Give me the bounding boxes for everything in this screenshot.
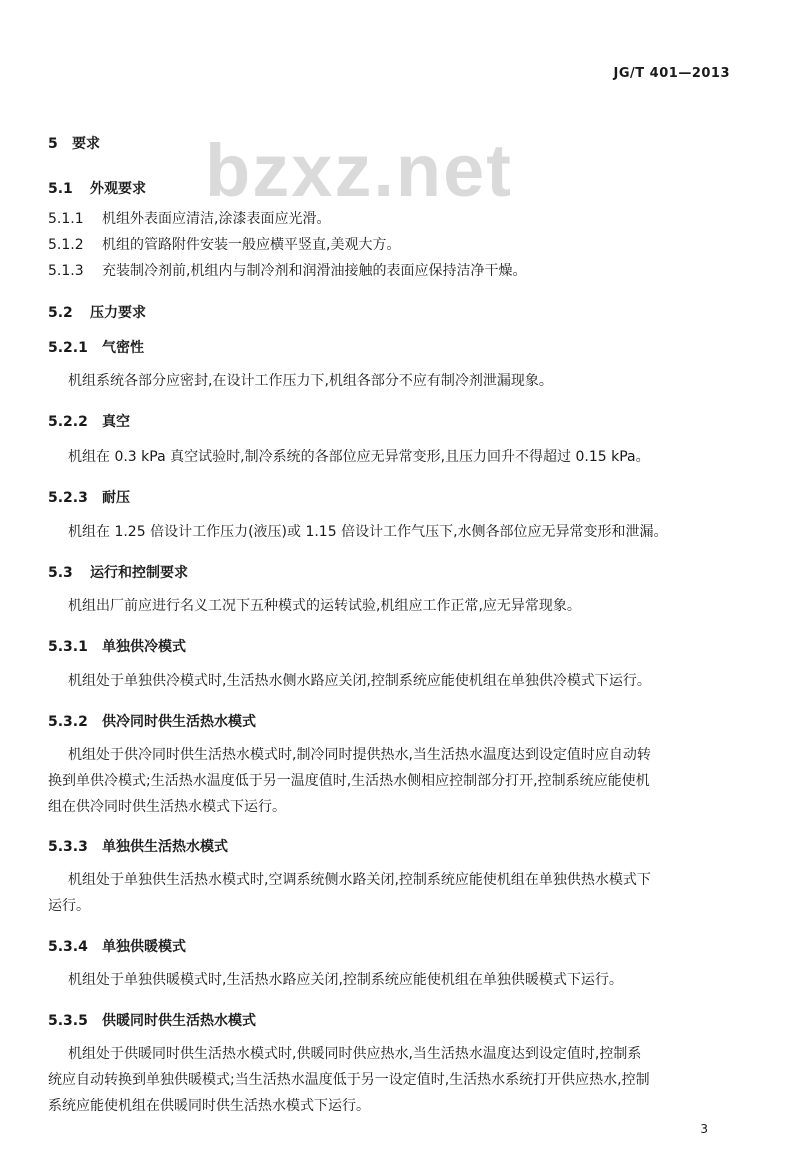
clause-number: 5.1.3: [48, 263, 84, 279]
clause-5-3-5-line-2: 统应自动转换到单独供暖模式;当生活热水温度低于另一设定值时,生活热水系统打开供应热水,控制: [48, 1072, 650, 1088]
clause-5-1-2: [48, 238, 400, 252]
section-title: 要求: [72, 136, 100, 152]
clause-5-2-1-heading: [48, 337, 144, 357]
page-number: 3: [700, 1122, 708, 1136]
clause-5-2-3-heading: [48, 487, 130, 507]
section-title: 运行和控制要求: [90, 565, 188, 581]
clause-number: 5.3.1: [48, 639, 88, 655]
clause-text: 充装制冷剂前,机组内与制冷剂和润滑油接触的表面应保持洁净干燥。: [102, 263, 527, 279]
section-5-3-text: 机组出厂前应进行名义工况下五种模式的运转试验,机组应工作正常,应无异常现象。: [68, 598, 581, 614]
clause-5-3-2-line-3: 组在供冷同时供生活热水模式下运行。: [48, 799, 286, 815]
section-5-heading: [48, 133, 100, 153]
clause-5-3-4-text: 机组处于单独供暖模式时,生活热水路应关闭,控制系统应能使机组在单独供暖模式下运行。: [68, 972, 623, 988]
clause-5-2-2-heading: [48, 411, 130, 431]
clause-number: 5.1.2: [48, 237, 84, 253]
clause-5-3-5-line-1: 机组处于供暖同时供生活热水模式时,供暖同时供应热水,当生活热水温度达到设定值时,控制系: [68, 1046, 642, 1062]
clause-5-3-3-line-2: 运行。: [48, 898, 90, 914]
clause-title: 单独供生活热水模式: [102, 839, 228, 855]
section-number: 5: [48, 136, 58, 152]
clause-title: 单独供冷模式: [102, 639, 186, 655]
clause-5-3-1-text: 机组处于单独供冷模式时,生活热水侧水路应关闭,控制系统应能使机组在单独供冷模式下运行。: [68, 673, 651, 689]
clause-title: 气密性: [102, 340, 144, 356]
clause-5-3-3-heading: [48, 836, 228, 856]
clause-number: 5.2.1: [48, 340, 88, 356]
clause-number: 5.3.3: [48, 839, 88, 855]
clause-5-1-1: [48, 212, 330, 226]
clause-text: 机组外表面应清洁,涂漆表面应光滑。: [102, 211, 331, 227]
clause-number: 5.2.2: [48, 414, 88, 430]
clause-5-2-2-text: 机组在 0.3 kPa 真空试验时,制冷系统的各部位应无异常变形,且压力回升不得超过 0.15 kPa。: [68, 449, 650, 465]
section-5-2-heading: [48, 302, 146, 322]
clause-5-3-4-heading: [48, 936, 186, 956]
clause-5-3-2-line-1: 机组处于供冷同时供生活热水模式时,制冷同时提供热水,当生活热水温度达到设定值时应自动转: [68, 747, 651, 763]
section-5-1-heading: [48, 178, 146, 198]
clause-title: 供冷同时供生活热水模式: [102, 714, 256, 730]
section-number: 5.3: [48, 565, 73, 581]
section-number: 5.2: [48, 305, 73, 321]
standard-code: JG/T 401—2013: [613, 66, 730, 81]
clause-5-2-1-text: 机组系统各部分应密封,在设计工作压力下,机组各部分不应有制冷剂泄漏现象。: [68, 373, 553, 389]
clause-number: 5.3.5: [48, 1013, 88, 1029]
clause-number: 5.3.2: [48, 714, 88, 730]
clause-title: 供暖同时供生活热水模式: [102, 1013, 256, 1029]
clause-number: 5.3.4: [48, 939, 88, 955]
clause-number: 5.1.1: [48, 211, 84, 227]
clause-text: 机组的管路附件安装一般应横平竖直,美观大方。: [102, 237, 401, 253]
clause-5-3-2-heading: [48, 711, 256, 731]
section-number: 5.1: [48, 181, 73, 197]
clause-5-3-5-line-3: 系统应能使机组在供暖同时供生活热水模式下运行。: [48, 1098, 370, 1114]
section-title: 外观要求: [90, 181, 146, 197]
watermark: bzxz.net: [205, 129, 513, 212]
clause-5-3-3-line-1: 机组处于单独供生活热水模式时,空调系统侧水路关闭,控制系统应能使机组在单独供热水模式下: [68, 872, 651, 888]
clause-5-1-3: [48, 264, 526, 278]
clause-5-3-2-line-2: 换到单供冷模式;生活热水温度低于另一温度值时,生活热水侧相应控制部分打开,控制系统应能使机: [48, 773, 650, 789]
clause-title: 真空: [102, 414, 130, 430]
section-title: 压力要求: [90, 305, 146, 321]
section-5-3-heading: [48, 562, 188, 582]
clause-title: 耐压: [102, 490, 130, 506]
clause-5-3-5-heading: [48, 1010, 256, 1030]
clause-title: 单独供暖模式: [102, 939, 186, 955]
clause-5-2-3-text: 机组在 1.25 倍设计工作压力(液压)或 1.15 倍设计工作气压下,水侧各部位应无异常变形和泄漏。: [68, 524, 668, 540]
clause-number: 5.2.3: [48, 490, 88, 506]
clause-5-3-1-heading: [48, 636, 186, 656]
